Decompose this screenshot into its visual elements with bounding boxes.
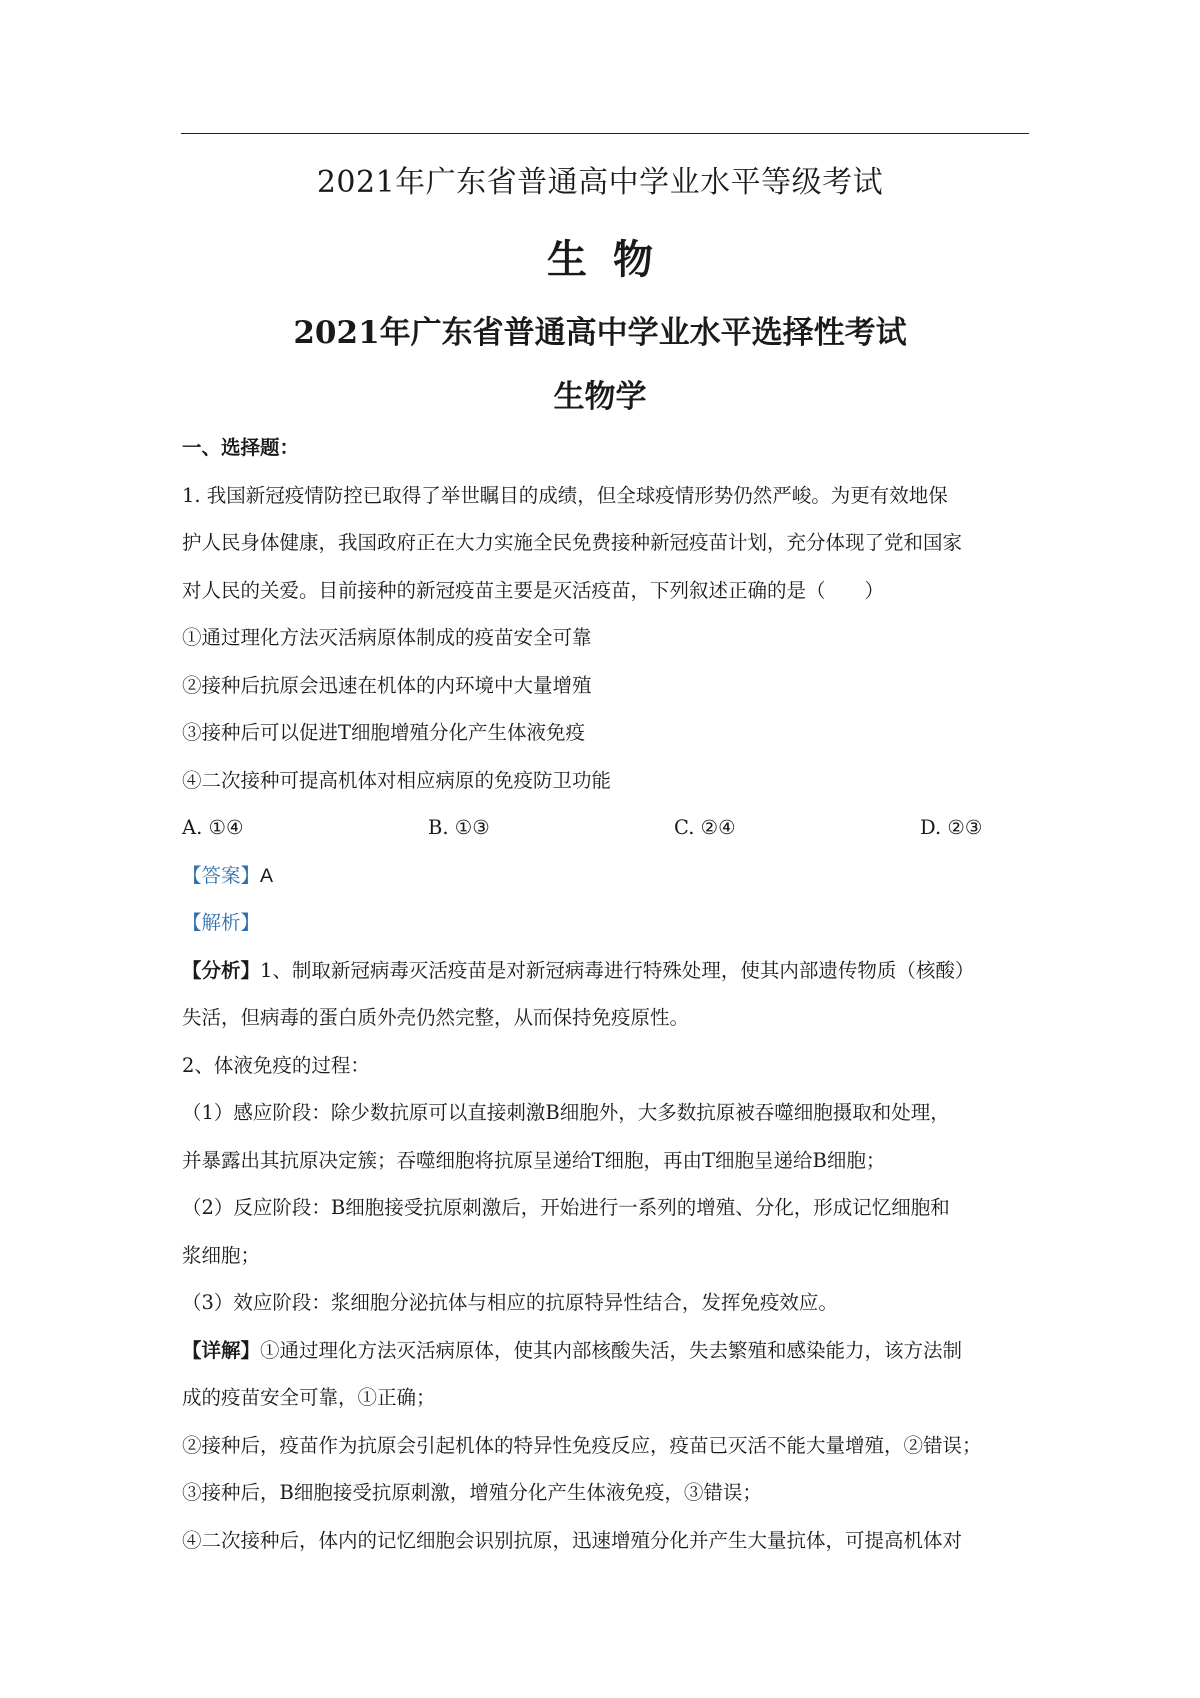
subject-title: 生物 (547, 236, 679, 283)
analysis-line: （2）反应阶段：B细胞接受抗原刺激后，开始进行一系列的增殖、分化，形成记忆细胞和 (182, 1196, 950, 1219)
exam-title-secondary: 2021年广东省普通高中学业水平选择性考试 (293, 315, 907, 351)
statement-item: ②接种后抗原会迅速在机体的内环境中大量增殖 (182, 673, 592, 697)
analysis-line: 并暴露出其抗原决定簇；吞噬细胞将抗原呈递给T细胞，再由T细胞呈递给B细胞； (182, 1148, 886, 1172)
option-b: B. ①③ (428, 816, 490, 839)
answer-value: A (260, 864, 274, 887)
fenxi-tag: 【分析】 (182, 958, 261, 982)
analysis-tag: 【解析】 (182, 911, 261, 934)
subject-subtitle: 生物学 (553, 379, 647, 415)
option-c: C. ②④ (674, 816, 736, 839)
analysis-line (182, 947, 1032, 995)
statement-item: ④二次接种可提高机体对相应病原的免疫防卫功能 (182, 768, 612, 792)
question-body (182, 424, 1032, 1564)
detail-line (182, 1327, 1032, 1375)
fenxi-text: 1、制取新冠病毒灭活疫苗是对新冠病毒进行特殊处理，使其内部遗传物质（核酸） (260, 958, 975, 982)
question-stem-line: 对人民的关爱。目前接种的新冠疫苗主要是灭活疫苗，下列叙述正确的是（ ） (182, 578, 885, 602)
option-a: A. ①④ (182, 816, 244, 839)
analysis-line: 浆细胞； (182, 1243, 261, 1267)
analysis-line: （3）效应阶段：浆细胞分泌抗体与相应的抗原特异性结合，发挥免疫效应。 (182, 1291, 838, 1314)
xiangjie-tag: 【详解】 (182, 1338, 261, 1362)
detail-line: 成的疫苗安全可靠，①正确； (182, 1386, 436, 1409)
answer-options (182, 804, 1032, 852)
xiangjie-text: ①通过理化方法灭活病原体，使其内部核酸失活，失去繁殖和感染能力，该方法制 (260, 1338, 963, 1362)
analysis-line: 失活，但病毒的蛋白质外壳仍然完整，从而保持免疫原性。 (182, 1006, 690, 1029)
question-stem-line: 1. 我国新冠疫情防控已取得了举世瞩目的成绩，但全球疫情形势仍然严峻。为更有效地保 (182, 483, 948, 507)
option-d: D. ②③ (920, 816, 983, 839)
header-rule (181, 133, 1029, 134)
analysis-line: （1）感应阶段：除少数抗原可以直接刺激B细胞外，大多数抗原被吞噬细胞摄取和处理， (182, 1101, 950, 1124)
exam-title: 2021年广东省普通高中学业水平等级考试 (316, 165, 884, 200)
statement-item: ③接种后可以促进T细胞增殖分化产生体液免疫 (182, 721, 586, 744)
detail-line: ③接种后，B细胞接受抗原刺激，增殖分化产生体液免疫，③错误； (182, 1481, 762, 1504)
statement-item: ①通过理化方法灭活病原体制成的疫苗安全可靠 (182, 626, 592, 649)
detail-line: ④二次接种后，体内的记忆细胞会识别抗原，迅速增殖分化并产生大量抗体，可提高机体对 (182, 1528, 963, 1552)
answer-line (182, 852, 1032, 900)
detail-line: ②接种后，疫苗作为抗原会引起机体的特异性免疫反应，疫苗已灭活不能大量增殖，②错误； (182, 1433, 982, 1457)
analysis-line: 2、体液免疫的过程： (182, 1053, 370, 1077)
section-heading: 一、选择题： (182, 436, 300, 459)
answer-tag: 【答案】 (182, 863, 261, 887)
question-stem-line: 护人民身体健康，我国政府正在大力实施全民免费接种新冠疫苗计划，充分体现了党和国家 (182, 531, 963, 554)
